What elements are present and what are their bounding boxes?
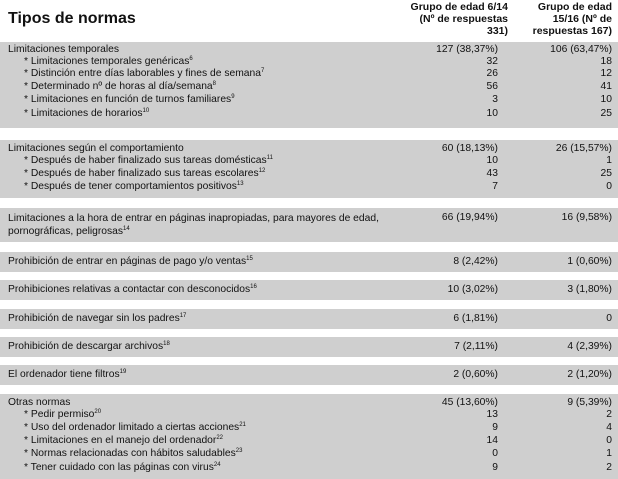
column-header-6-14: Grupo de edad 6/14 (Nº de respuestas 331) [410, 1, 508, 37]
row-value-6-14: 10 (3,02%) [447, 284, 498, 295]
row-value-6-14: 7 [492, 181, 498, 192]
row-value-15-16: 4 (2,39%) [567, 341, 612, 352]
row-label: * Después de haber finalizado sus tareas domésticas [24, 155, 267, 166]
row-label: Otras normas [8, 397, 71, 408]
row-label: El ordenador tiene filtros [8, 369, 120, 380]
row-label: * Pedir permiso [24, 409, 95, 420]
footnote-ref: 9 [231, 94, 235, 100]
row-value-15-16: 9 (5,39%) [567, 397, 612, 408]
row-value-6-14: 60 (18,13%) [441, 143, 498, 154]
row-value-15-16: 26 (15,57%) [555, 143, 612, 154]
row-label: * Después de haber finalizado sus tareas escolares [24, 168, 259, 179]
row-label: * Distinción entre días laborables y fines de semana [24, 68, 261, 79]
column-header-15-16: Grupo de edad 15/16 (Nº de respuestas 167) [532, 1, 612, 37]
row-value-15-16: 41 [600, 81, 612, 92]
row-value-15-16: 1 [606, 155, 612, 166]
row-label: * Uso del ordenador limitado a ciertas acciones [24, 422, 240, 433]
row-label: * Determinado nº de horas al día/semana [24, 81, 213, 92]
row-value-15-16: 1 (0,60%) [567, 256, 612, 267]
row-value-6-14: 2 (0,60%) [453, 369, 498, 380]
footnote-ref: 18 [163, 341, 170, 347]
row-value-15-16: 25 [600, 108, 612, 119]
row-value-6-14: 14 [486, 435, 498, 446]
footnote-ref: 12 [258, 168, 266, 174]
row-value-6-14: 66 (19,94%) [441, 212, 498, 223]
footnote-ref: 20 [94, 409, 102, 415]
row-label: * Tener cuidado con las páginas con virus [24, 462, 214, 473]
footnote-ref: 10 [142, 108, 150, 114]
row-value-6-14: 9 [492, 462, 498, 473]
footnote-ref: 14 [123, 226, 130, 232]
row-label: * Después de tener comportamientos positivos [24, 181, 237, 192]
row-label: * Limitaciones temporales genéricas [24, 56, 190, 67]
row-label: * Limitaciones en función de turnos familiares [24, 94, 232, 105]
footnote-ref: 11 [266, 155, 273, 161]
row-value-6-14: 7 (2,11%) [454, 341, 498, 352]
row-value-6-14: 43 [486, 168, 498, 179]
row-value-15-16: 0 [606, 181, 612, 192]
row-label: Limitaciones según el comportamiento [8, 143, 184, 154]
row-value-6-14: 26 [486, 68, 498, 79]
row-value-15-16: 3 (1,80%) [567, 284, 612, 295]
footnote-ref: 13 [236, 181, 244, 187]
row-label: Prohibición de navegar sin los padres [8, 313, 180, 324]
footnote-ref: 19 [119, 369, 127, 375]
row-value-6-14: 0 [492, 448, 498, 459]
row-value-15-16: 10 [600, 94, 612, 105]
footnote-ref: 8 [212, 81, 216, 87]
row-label: Prohibiciones relativas a contactar con desconocidos [8, 284, 251, 295]
footnote-ref: 7 [260, 68, 265, 74]
row-value-15-16: 2 [606, 462, 612, 473]
row-value-15-16: 2 (1,20%) [567, 369, 612, 380]
row-label: * Limitaciones de horarios [24, 108, 143, 119]
row-label: Limitaciones temporales [8, 44, 120, 55]
row-label: * Limitaciones en el manejo del ordenador [24, 435, 217, 446]
row-value-6-14: 10 [486, 155, 498, 166]
row-value-6-14: 45 (13,60%) [441, 397, 498, 408]
row-value-15-16: 106 (63,47%) [550, 44, 612, 55]
row-value-6-14: 8 (2,42%) [453, 256, 498, 267]
footnote-ref: 24 [213, 462, 221, 468]
row-value-6-14: 10 [486, 108, 498, 119]
footnote-ref: 21 [239, 422, 246, 428]
row-value-15-16: 1 [606, 448, 612, 459]
row-value-15-16: 16 (9,58%) [561, 212, 612, 223]
row-value-15-16: 18 [600, 56, 612, 67]
footnote-ref: 22 [216, 435, 224, 441]
row-label: Limitaciones a la hora de entrar en páginas inapropiadas, para mayores de edad, pornográficas, peligrosas [8, 213, 379, 237]
row-value-6-14: 9 [492, 422, 498, 433]
footnote-ref: 6 [189, 56, 193, 62]
row-value-15-16: 2 [606, 409, 612, 420]
row-value-6-14: 6 (1,81%) [453, 313, 498, 324]
row-value-6-14: 56 [486, 81, 498, 92]
footnote-ref: 16 [250, 284, 257, 290]
row-value-6-14: 3 [492, 94, 498, 105]
row-value-6-14: 127 (38,37%) [436, 44, 498, 55]
table-header [0, 0, 618, 40]
row-value-15-16: 0 [606, 313, 612, 324]
footnote-ref: 17 [179, 313, 187, 319]
row-label: Prohibición de entrar en páginas de pago y/o ventas [8, 256, 247, 267]
row-value-6-14: 13 [486, 409, 498, 420]
row-value-6-14: 32 [486, 56, 498, 67]
footnote-ref: 23 [235, 448, 243, 454]
row-label: Prohibición de descargar archivos [8, 341, 164, 352]
row-value-15-16: 4 [606, 422, 612, 433]
table-title: Tipos de normas [8, 10, 136, 27]
row-label: * Normas relacionadas con hábitos saludables [24, 448, 236, 459]
footnote-ref: 15 [246, 256, 253, 262]
row-value-15-16: 25 [600, 168, 612, 179]
row-value-15-16: 0 [606, 435, 612, 446]
row-value-15-16: 12 [600, 68, 612, 79]
